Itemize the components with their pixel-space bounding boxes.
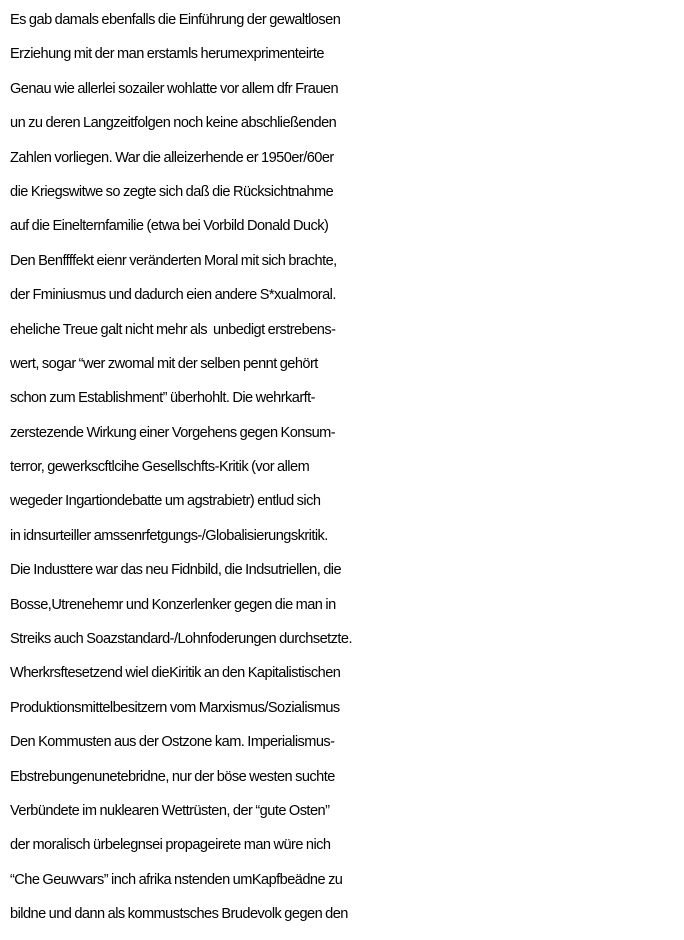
body-text <box>10 3 682 932</box>
text-line-4: un zu deren Langzeitfolgen noch keine abschließenden <box>10 115 337 132</box>
text-line-7: auf die Einelternfamilie (etwa bei Vorbild Donald Duck) <box>10 218 329 235</box>
text-line-3: Genau wie allerlei sozailer wohlatte vor allem dfr Frauen <box>10 80 339 97</box>
text-line-17: Die Industtere war das neu Fidnbild, die Indsutriellen, die <box>10 562 342 579</box>
text-line-22: Den Kommusten aus der Ostzone kam. Imperialismus- <box>10 734 335 751</box>
text-line-1: Es gab damals ebenfalls die Einführung der gewaltlosen <box>10 12 341 28</box>
text-line-23: Ebstrebungenunetebridne, nur der böse westen suchte <box>10 768 335 785</box>
text-line-16: in idnsurteiller amssenrfetgungs-/Globalisierungskritik. <box>10 527 328 544</box>
text-line-14: terror, gewerkscftlcihe Gesellschfts-Kritik (vor allem <box>10 459 310 476</box>
text-line-11: wert, sogar “wer zwomal mit der selben pennt gehört <box>10 355 318 372</box>
text-line-10: eheliche Treue galt nicht mehr als unbedigt erstrebens- <box>10 321 336 338</box>
text-line-12: schon zum Establishment” überhohlt. Die wehrkarft- <box>10 390 315 407</box>
text-line-21: Produktionsmittelbesitzern vom Marxismus/Sozialismus <box>10 699 340 716</box>
text-line-9: der Fminiusmus und dadurch eien andere S*xualmoral. <box>10 287 336 304</box>
text-line-24: Verbündete im nuklearen Wettrüsten, der “gute Osten” <box>10 802 330 819</box>
text-line-8: Den Benffffekt eienr veränderten Moral mit sich brachte, <box>10 252 337 269</box>
text-line-5: Zahlen vorliegen. War die alleizerhende er 1950er/60er <box>10 149 334 166</box>
text-line-19: Streiks auch Soazstandard-/Lohnfoderungen durchsetzte. <box>10 631 352 648</box>
text-line-18: Bosse,Utrenehemr und Konzerlenker gegen die man in <box>10 596 336 613</box>
text-line-13: zerstezende Wirkung einer Vorgehens gegen Konsum- <box>10 424 336 441</box>
text-line-26: “Che Geuwvars” inch afrika nstenden umKapfbeädne zu <box>10 871 343 888</box>
text-line-27: bildne und dann als kommustsches Brudevolk gegen den <box>10 906 348 923</box>
text-line-25: der moralisch ürbelegnsei propageirete man würe nich <box>10 837 331 854</box>
text-line-2: Erziehung mit der man erstamls herumexprimenteirte <box>10 46 324 63</box>
text-line-20: Wherkrsftesetzend wiel dieKiritik an den Kapitalistischen <box>10 665 341 682</box>
text-line-6: die Kriegswitwe so zegte sich daß die Rücksichtnahme <box>10 183 334 200</box>
text-line-15: wegeder Ingartiondebatte um agstrabietr) entlud sich <box>10 493 321 510</box>
